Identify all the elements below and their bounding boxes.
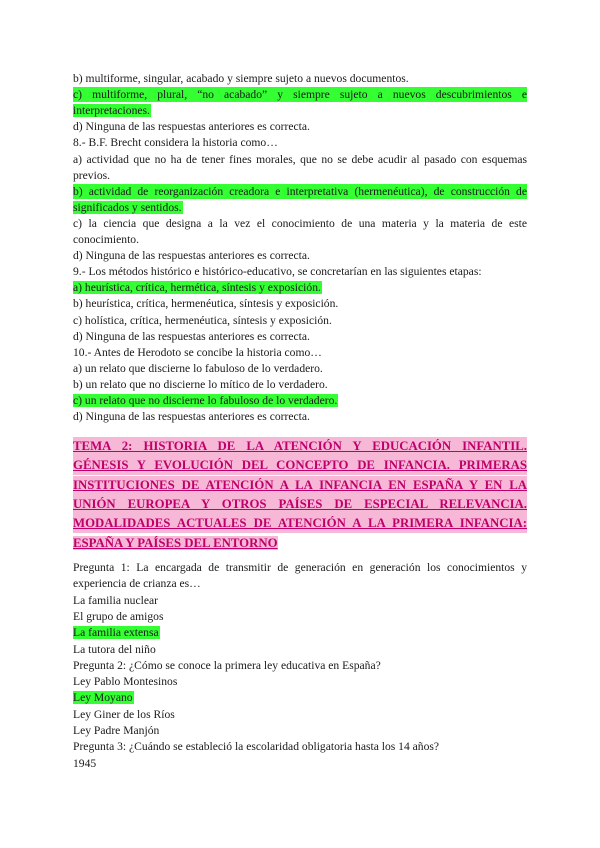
quiz-line: [73, 361, 527, 376]
heading-line: [73, 456, 527, 475]
line-text: conocimiento.: [73, 233, 140, 246]
highlighted-answer-text: La familia extensa: [73, 626, 159, 640]
quiz-line: [73, 248, 527, 263]
quiz-tema2-line: [73, 707, 527, 722]
line-text: b) heurística, crítica, hermenéutica, síntesis y exposición.: [73, 297, 339, 311]
quiz-line: [73, 87, 527, 102]
quiz-line: [73, 152, 527, 167]
line-text: d) Ninguna de las respuestas anteriores es correcta.: [73, 410, 310, 424]
quiz-line: [73, 313, 527, 328]
heading-line: [73, 476, 527, 495]
line-text: La tutora del niño: [73, 642, 156, 656]
quiz-line: [73, 393, 527, 408]
quiz-line: [73, 345, 527, 360]
quiz-line: [73, 168, 527, 183]
quiz-line: [73, 377, 527, 392]
quiz-tema2-line: [73, 609, 527, 624]
line-text: 10.- Antes de Herodoto se concibe la historia como…: [73, 345, 322, 359]
line-text: experiencia de crianza es…: [73, 577, 201, 591]
quiz-tema2-line: [73, 723, 527, 738]
quiz-tema2-line: [73, 674, 527, 689]
quiz-tema2-line: [73, 625, 527, 640]
heading-text: TEMA 2: HISTORIA DE LA ATENCIÓN Y EDUCACIÓN INFANTIL.: [73, 439, 527, 453]
quiz-line: [73, 409, 527, 424]
quiz-tema2-line: [73, 642, 527, 657]
line-text: b) un relato que no discierne lo mítico de lo verdadero.: [73, 377, 328, 391]
line-text: Pregunta 3: ¿Cuándo se estableció la escolaridad obligatoria hasta los 14 años?: [73, 740, 440, 754]
line-text: Ley Padre Manjón: [73, 724, 160, 737]
heading-line: [73, 437, 527, 456]
heading-text: UNIÓN EUROPEA Y OTROS PAÍSES DE ESPECIAL RELEVANCIA.: [73, 496, 527, 511]
highlighted-answer-text: Ley Moyano: [73, 691, 133, 705]
quiz-line: [73, 296, 527, 311]
highlighted-answer-text: significados y sentidos.: [73, 200, 182, 214]
quiz-line: [73, 119, 527, 134]
heading-line: [73, 514, 527, 533]
quiz-tema2-line: [73, 593, 527, 608]
line-text: Pregunta 1: La encargada de transmitir de generación en generación los conocimientos y: [73, 561, 527, 574]
quiz-line: [73, 232, 527, 247]
line-text: d) Ninguna de las respuestas anteriores es correcta.: [73, 120, 310, 134]
quiz-line: [73, 71, 527, 86]
highlighted-answer-text: c) un relato que no discierne lo fabuloso de lo verdadero.: [73, 394, 338, 407]
quiz-line: [73, 200, 527, 215]
line-text: d) Ninguna de las respuestas anteriores es correcta.: [73, 329, 310, 343]
heading-line: [73, 495, 527, 514]
highlighted-answer-text: b) actividad de reorganización creadora e interpretativa (hermenéutica), de construcción de: [73, 184, 527, 198]
line-text: Ley Giner de los Ríos: [73, 707, 175, 721]
heading-text: GÉNESIS Y EVOLUCIÓN DEL CONCEPTO DE INFANCIA. PRIMERAS: [73, 458, 527, 473]
highlighted-answer-text: c) multiforme, plural, “no acabado” y siempre sujeto a nuevos descubrimientos e: [73, 88, 527, 102]
quiz-line: [73, 264, 527, 279]
heading-text: ESPAÑA Y PAÍSES DEL ENTORNO: [73, 535, 278, 550]
quiz-tema2-line: [73, 576, 527, 591]
line-text: Pregunta 2: ¿Cómo se conoce la primera ley educativa en España?: [73, 658, 381, 672]
line-text: La familia nuclear: [73, 593, 158, 607]
quiz-tema2-line: [73, 690, 527, 705]
line-text: previos.: [73, 168, 111, 182]
quiz-tema2-line: [73, 756, 527, 771]
heading-text: MODALIDADES ACTUALES DE ATENCIÓN A LA PRIMERA INFANCIA:: [73, 516, 527, 531]
highlighted-answer-text: interpretaciones.: [73, 104, 150, 118]
quiz-line: [73, 103, 527, 118]
quiz-line: [73, 280, 527, 295]
line-text: c) holística, crítica, hermenéutica, síntesis y exposición.: [73, 313, 332, 327]
quiz-tema2-line: [73, 560, 527, 575]
heading-line: [73, 534, 527, 553]
quiz-line: [73, 216, 527, 231]
quiz-line: [73, 184, 527, 199]
heading-text: INSTITUCIONES DE ATENCIÓN A LA INFANCIA EN ESPAÑA Y EN LA: [73, 477, 527, 492]
line-text: b) multiforme, singular, acabado y siempre sujeto a nuevos documentos.: [73, 72, 409, 85]
line-text: a) un relato que discierne lo fabuloso de lo verdadero.: [73, 361, 323, 375]
quiz-tema2-line: [73, 658, 527, 673]
highlighted-answer-text: a) heurística, crítica, hermética, síntesis y exposición.: [73, 281, 321, 295]
line-text: Ley Pablo Montesinos: [73, 675, 178, 689]
quiz-line: [73, 329, 527, 344]
line-text: 9.- Los métodos histórico e histórico-educativo, se concretarían en las siguientes etapas:: [73, 265, 482, 279]
line-text: a) actividad que no ha de tener fines morales, que no se debe acudir al pasado con esquemas: [73, 152, 527, 166]
line-text: d) Ninguna de las respuestas anteriores es correcta.: [73, 249, 310, 263]
line-text: 1945: [73, 756, 97, 770]
quiz-tema2-line: [73, 739, 527, 754]
quiz-line: [73, 135, 527, 150]
line-text: c) la ciencia que designa a la vez el conocimiento de una materia y la materia de este: [73, 216, 527, 230]
line-text: 8.- B.F. Brecht considera la historia como…: [73, 136, 278, 150]
line-text: El grupo de amigos: [73, 609, 164, 623]
